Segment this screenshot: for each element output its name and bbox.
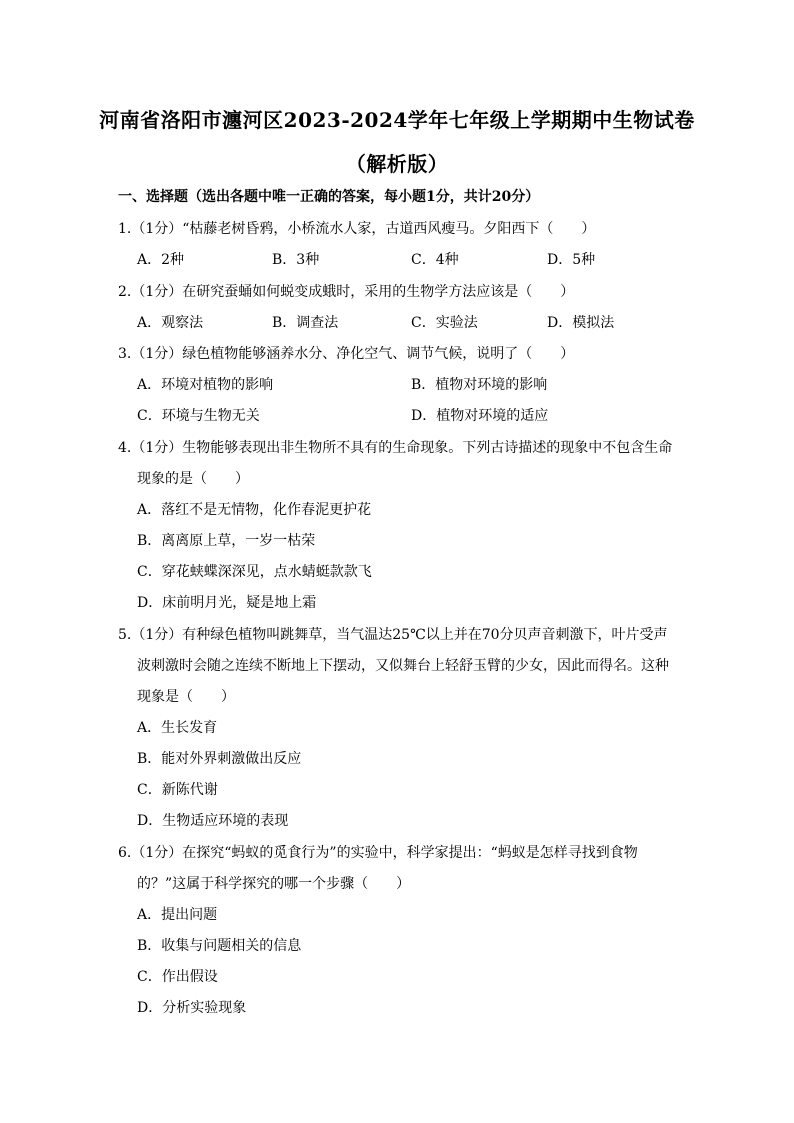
question-5-option-b: B．能对外界刺激做出反应 [137, 751, 302, 767]
question-5-stem: 5.（1分）有种绿色植物叫跳舞草，当气温达25℃以上并在70分贝声音刺激下，叶片受声 [118, 627, 668, 643]
question-5-stem-cont-2: 现象是（ ） [137, 689, 235, 705]
question-6-option-b: B．收集与问题相关的信息 [137, 938, 302, 954]
page-title: 河南省洛阳市瀍河区2023-2024学年七年级上学期期中生物试卷 [99, 108, 695, 132]
question-6-stem: 6.（1分）在探究“蚂蚁的觅食行为”的实验中，科学家提出：“蚂蚁是怎样寻找到食物 [118, 845, 638, 861]
question-4-option-d: D．床前明月光，疑是地上霜 [137, 595, 317, 611]
question-5-option-d: D．生物适应环境的表现 [137, 813, 289, 829]
question-2-option-a: A．观察法 [137, 315, 204, 331]
question-6-stem-cont: 的？”这属于科学探究的哪一个步骤（ ） [137, 876, 411, 892]
question-3-option-c: C．环境与生物无关 [137, 408, 260, 424]
question-4-stem: 4.（1分）生物能够表现出非生物所不具有的生命现象。下列古诗描述的现象中不包含生命 [118, 440, 673, 456]
question-3-option-a: A．环境对植物的影响 [137, 377, 274, 393]
question-6-option-d: D．分析实验现象 [137, 1000, 247, 1016]
question-5-stem-cont-1: 波刺激时会随之连续不断地上下摆动，又似舞台上轻舒玉臂的少女，因此而得名。这种 [137, 658, 669, 674]
question-3-option-b: B．植物对环境的影响 [411, 377, 548, 393]
question-2-stem: 2.（1分）在研究蚕蛹如何蜕变成蛾时，采用的生物学方法应该是（ ） [118, 284, 575, 300]
section-heading: 一、选择题（选出各题中唯一正确的答案，每小题1分，共计20分） [118, 189, 540, 205]
question-4-option-a: A．落红不是无情物，化作春泥更护花 [137, 502, 372, 518]
question-6-option-a: A．提出问题 [137, 907, 218, 923]
question-2-option-b: B．调查法 [272, 315, 339, 331]
question-3-option-d: D．植物对环境的适应 [411, 408, 549, 424]
question-1-option-b: B．3种 [272, 252, 320, 268]
page-subtitle: （解析版） [345, 152, 449, 176]
question-1-option-d: D．5种 [547, 252, 596, 268]
question-4-option-c: C．穿花蛱蝶深深见，点水蜻蜓款款飞 [137, 564, 372, 580]
question-4-option-b: B．离离原上草，一岁一枯荣 [137, 533, 316, 549]
question-2-option-c: C．实验法 [411, 315, 478, 331]
question-5-option-a: A．生长发育 [137, 720, 218, 736]
question-1-stem: 1.（1分）“枯藤老树昏鸦，小桥流水人家，古道西风瘦马。夕阳西下（ ） [118, 221, 596, 237]
question-6-option-c: C．作出假设 [137, 969, 218, 985]
question-4-stem-cont: 现象的是（ ） [137, 471, 249, 487]
question-1-option-a: A．2种 [137, 252, 185, 268]
question-5-option-c: C．新陈代谢 [137, 782, 218, 798]
question-2-option-d: D．模拟法 [547, 315, 615, 331]
question-1-option-c: C．4种 [411, 252, 459, 268]
question-3-stem: 3.（1分）绿色植物能够涵养水分、净化空气、调节气候，说明了（ ） [118, 346, 575, 362]
